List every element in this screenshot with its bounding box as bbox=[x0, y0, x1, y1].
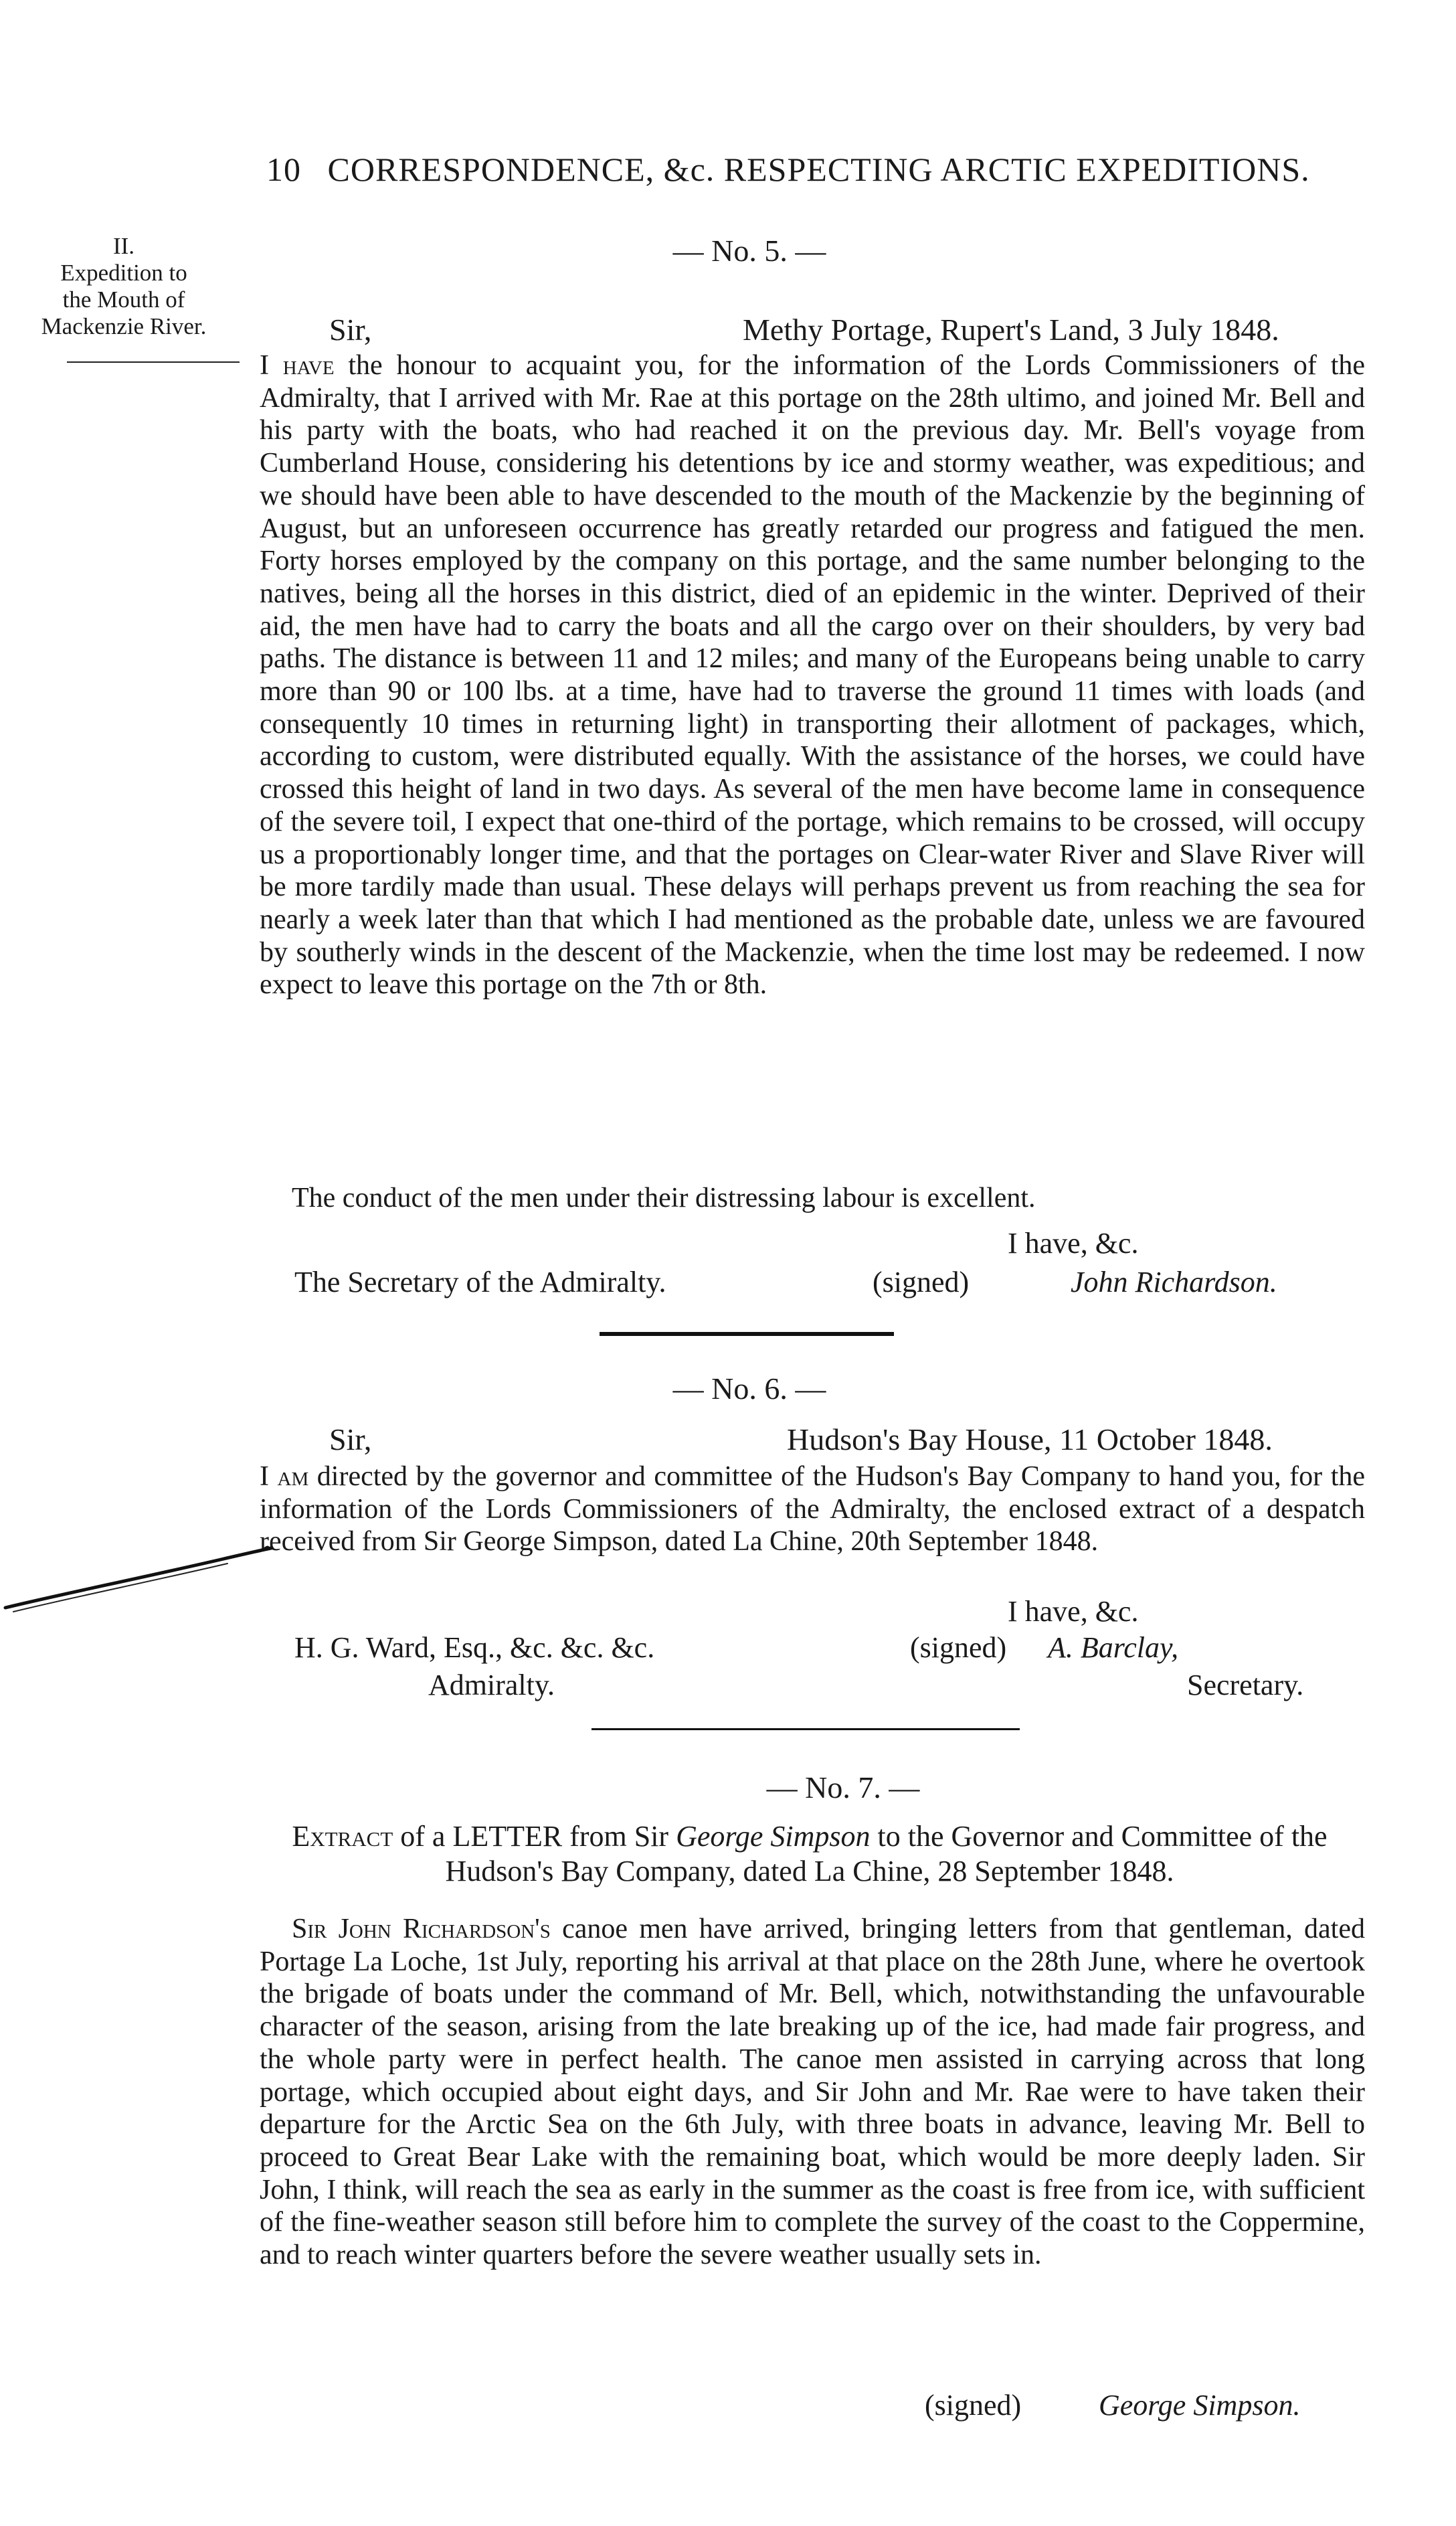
paragraph-text: The conduct of the men under their distressing labour is excellent. bbox=[292, 1183, 1036, 1213]
addressee-line: Admiralty. bbox=[428, 1669, 555, 1701]
margin-note-line: Mackenzie River. bbox=[41, 313, 207, 339]
salutation: Sir, bbox=[329, 1422, 372, 1456]
signer-title: Secretary. bbox=[1187, 1669, 1304, 1701]
signed-label: (signed) bbox=[873, 1266, 970, 1298]
letter-body bbox=[260, 349, 1365, 1001]
letter-body bbox=[260, 1460, 1365, 1558]
lead-words: I have bbox=[260, 350, 335, 381]
letter-number: — No. 6. — bbox=[672, 1371, 826, 1406]
addressee: H. G. Ward, Esq., &c. &c. &c. bbox=[294, 1631, 655, 1664]
page-title: CORRESPONDENCE, &c. RESPECTING ARCTIC EXPEDITIONS. bbox=[327, 151, 1310, 188]
letter-number: — No. 7. — bbox=[766, 1770, 920, 1804]
letter-body bbox=[260, 1913, 1365, 2272]
margin-divider bbox=[67, 361, 240, 363]
addressee: The Secretary of the Admiralty. bbox=[294, 1266, 666, 1298]
page-number: 10 bbox=[266, 151, 301, 188]
signed-label: (signed) bbox=[910, 1631, 1007, 1664]
margin-note-line: the Mouth of bbox=[62, 286, 185, 313]
signer-name: John Richardson. bbox=[1071, 1266, 1277, 1298]
paragraph-text: directed by the governor and committee of the Hudson's Bay Company to hand you, for the information of the Lords Commissioners of the Admiralty, the enclosed extract of a despatch received from Sir George Simpson, dated La Chine, 20th September 1848. bbox=[260, 1461, 1365, 1557]
section-divider bbox=[600, 1332, 894, 1336]
running-header bbox=[266, 150, 1350, 189]
signer-name: A. Barclay, bbox=[1048, 1631, 1179, 1664]
margin-note-numeral: II. bbox=[112, 233, 135, 259]
lead-words: I am bbox=[260, 1461, 309, 1492]
closing: I have, &c. bbox=[1008, 1595, 1139, 1628]
extract-title-text: to the Governor and Committee of the Hudson's Bay Company, dated La Chine, 28 September 1848. bbox=[445, 1820, 1328, 1887]
paragraph-text: the honour to acquaint you, for the information of the Lords Commissioners of the Admiralty, that I arrived with Mr. Rae at this portage on the 28th ultimo, and joined Mr. Bell and his party with the boats, who had reached it on the previous day. Mr. Bell's voyage from Cumberland House, considering his detentions by ice and stormy weather, was expeditious; and we should have been able to have descended to the mouth of the Mackenzie by the beginning of August, but an unforeseen occurrence has greatly retarded our progress and fatigued the men. Forty horses employed by the company on this portage, and the same number belonging to the natives, being all the horses in this district, died of an epidemic in the winter. Deprived of their aid, the men have had to carry the boats and all the cargo over on their shoulders, by very bad paths. The distance is between 11 and 12 miles; and many of the Europeans being unable to carry more than 90 or 100 lbs. at a time, have had to traverse the ground 11 times with loads (and consequently 10 times in returning light) in transporting their allotment of packages, which, according to custom, were distributed equally. With the assistance of the horses, we could have crossed this height of land in two days. As several of the men have become lame in consequence of the severe toil, I expect that one-third of the portage, which remains to be crossed, will occupy us a proportionably longer time, and that the portages on Clear-water River and Slave River will be more tardily made than usual. These delays will perhaps prevent us from reaching the sea for nearly a week later than that which I had mentioned as the probable date, unless we are favoured by southerly winds in the descent of the Mackenzie, when the time lost may be redeemed. I now expect to leave this portage on the 7th or 8th. bbox=[260, 350, 1365, 1001]
letter-number: — No. 5. — bbox=[672, 234, 826, 268]
salutation: Sir, bbox=[329, 313, 372, 347]
paragraph-text: canoe men have arrived, bringing letters from that gentleman, dated Portage La Loche, 1st July, reporting his arrival at that place on the 28th June, where he overtook the brigade of boats under the command of Mr. Bell, which, notwithstanding the unfavourable character of the season, arising from the late breaking up of the ice, had made fair progress, and the whole party were in perfect health. The canoe men assisted in carrying across that long portage, which occupied about eight days, and Sir John and Mr. Rae were to have taken their departure for the Arctic Sea on the 6th July, with three boats in advance, leaving Mr. Bell to proceed to Great Bear Lake with the remaining boat, which would be more deeply laden. Sir John, I think, will reach the sea as early in the summer as the coast is free from ice, with sufficient of the fine-weather season still before him to complete the survey of the coast to the Coppermine, and to reach winter quarters before the severe weather usually sets in. bbox=[260, 1914, 1365, 2271]
extract-label: Extract bbox=[292, 1820, 393, 1853]
section-divider bbox=[592, 1728, 1020, 1730]
signer-name: George Simpson. bbox=[1099, 2389, 1301, 2422]
margin-note bbox=[0, 233, 248, 340]
lead-words: Sir John Richardson's bbox=[292, 1914, 551, 1944]
extract-title bbox=[268, 1819, 1352, 1889]
margin-note-line: Expedition to bbox=[60, 260, 187, 286]
pen-mark-icon bbox=[0, 1533, 281, 1626]
extract-title-name: George Simpson bbox=[676, 1820, 871, 1853]
place-date: Methy Portage, Rupert's Land, 3 July 1848. bbox=[743, 313, 1279, 347]
signed-label: (signed) bbox=[925, 2389, 1022, 2422]
extract-title-text: of a LETTER from Sir bbox=[393, 1820, 676, 1853]
place-date: Hudson's Bay House, 11 October 1848. bbox=[787, 1422, 1273, 1456]
closing: I have, &c. bbox=[1008, 1227, 1139, 1260]
